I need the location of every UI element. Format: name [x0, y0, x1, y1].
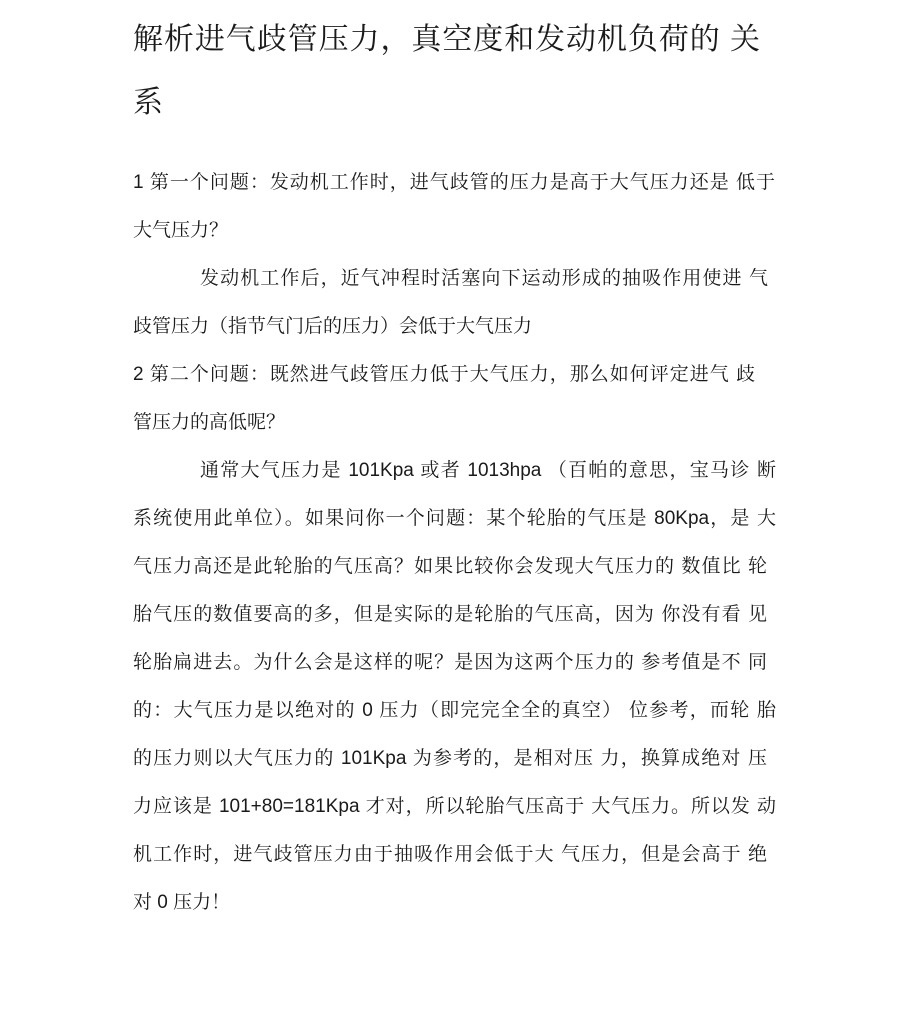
text-line: 的：大气压力是以绝对的 0 压力（即完完全全的真空） 位参考，而轮 胎	[133, 700, 776, 721]
text-line: 胎气压的数值要高的多，但是实际的是轮胎的气压高，因为 你没有看 见	[133, 604, 767, 625]
text-line: 对 0 压力！	[133, 892, 231, 913]
question-paragraph	[133, 351, 783, 447]
question-paragraph	[133, 159, 783, 255]
text-line: 轮胎扁进去。为什么会是这样的呢？是因为这两个压力的 参考值是不 同	[133, 652, 767, 673]
question-section-1	[133, 159, 783, 351]
text-line: 系统使用此单位）。如果问你一个问题：某个轮胎的气压是 80Kpa，是 大	[133, 508, 776, 529]
text-line: 机工作时，进气歧管压力由于抽吸作用会低于大 气压力，但是会高于 绝	[133, 844, 767, 865]
text-line: 气压力高还是此轮胎的气压高？如果比较你会发现大气压力的 数值比 轮	[133, 556, 767, 577]
text-line: 通常大气压力是 101Kpa 或者 1013hpa （百帕的意思，宝马诊 断	[200, 460, 776, 481]
text-line: 发动机工作后，近气冲程时活塞向下运动形成的抽吸作用使进 气	[200, 268, 768, 289]
text-line: 2 第二个问题：既然进气歧管压力低于大气压力，那么如何评定进气 歧	[133, 364, 755, 385]
document-title	[133, 8, 783, 134]
title-line: 系	[133, 86, 163, 119]
text-line: 的压力则以大气压力的 101Kpa 为参考的，是相对压 力，换算成绝对 压	[133, 748, 767, 769]
text-line: 大气压力？	[133, 220, 229, 241]
question-section-2	[133, 351, 783, 927]
title-line: 解析进气歧管压力，真空度和发动机负荷的 关	[133, 23, 760, 56]
text-line: 歧管压力（指节气门后的压力）会低于大气压力	[133, 316, 533, 337]
text-line: 管压力的高低呢？	[133, 412, 286, 433]
document-content	[133, 8, 783, 927]
answer-paragraph	[133, 447, 783, 927]
text-line: 力应该是 101+80=181Kpa 才对，所以轮胎气压高于 大气压力。所以发 动	[133, 796, 776, 817]
answer-paragraph	[133, 255, 783, 351]
document-body	[133, 159, 783, 927]
text-line: 1 第一个问题：发动机工作时，进气歧管的压力是高于大气压力还是 低于	[133, 172, 775, 193]
